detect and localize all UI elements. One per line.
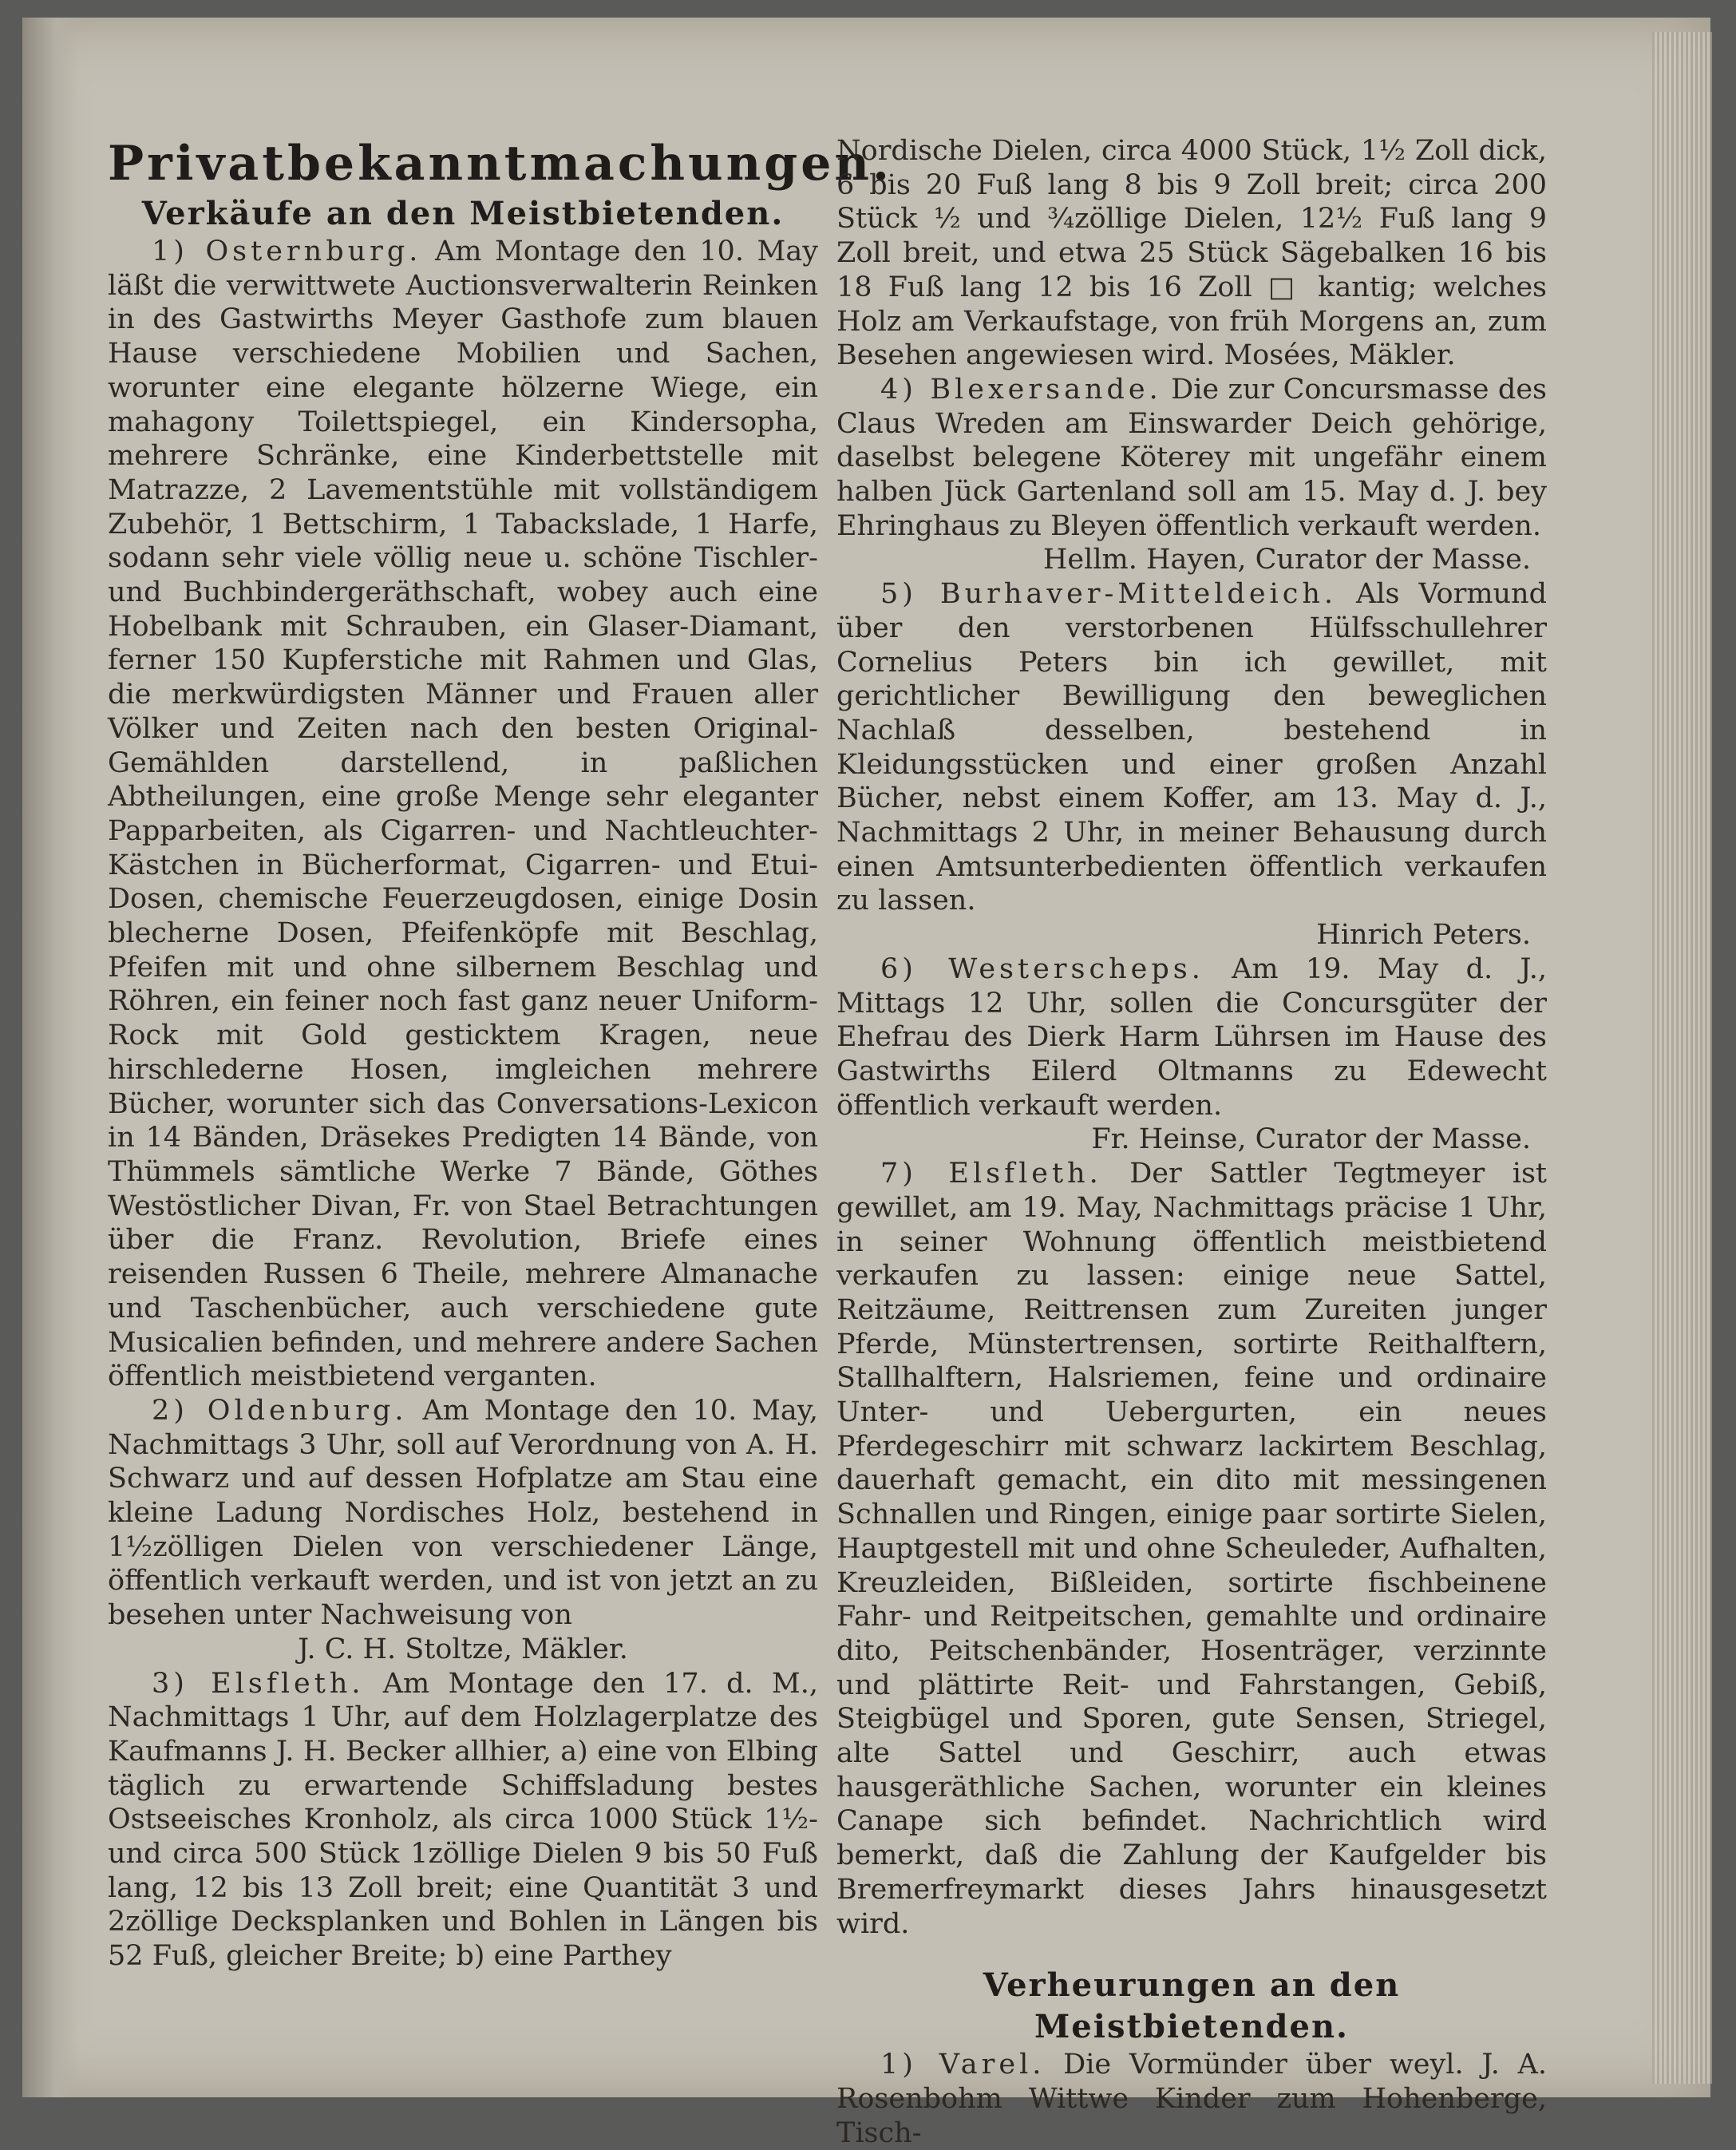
page-edge <box>1652 32 1712 2084</box>
notice-3-continued <box>836 134 1547 373</box>
notice-lead: 1) Osternburg. <box>152 236 422 267</box>
notice-lead: 3) Elsfleth. <box>152 1667 365 1700</box>
right-column <box>836 134 1547 2150</box>
notice-text: Die zur Concursmasse des Claus Wreden am Einswarder Deich gehörige, daselbst belegene Köterey mit ungefähr einem halben Jück Gartenland soll am 15. May d. J. bey Ehringhaus zu Bleyen öffentlich verkauft werden. <box>836 373 1547 542</box>
notice-1 <box>108 235 818 1394</box>
notice-7 <box>836 1157 1547 1941</box>
notice-2-signature: J. C. H. Stoltze, Mäkler. <box>298 1633 628 1665</box>
notice-5 <box>836 577 1547 918</box>
page-title: Privatbekanntmachungen. <box>108 136 892 192</box>
notice-6 <box>836 952 1547 1123</box>
notice-3 <box>108 1667 818 1974</box>
notice-lead: 2) Oldenburg. <box>152 1394 408 1427</box>
notice-text: Am Montage den 10. May, Nachmittags 3 Uhr, soll auf Verordnung von A. H. Schwarz und auf dessen Hofplatze am Stau eine kleine Ladung Nordisches Holz, bestehend in 1½zölligen Dielen von verschiedener Länge, öffentlich verkauft werden, und ist von jetzt an zu besehen unter Nachweisung von <box>108 1394 818 1632</box>
section-heading-sales: Verkäufe an den Meistbietenden. <box>141 195 785 232</box>
section-heading-leases: Verheurungen an den Meistbietenden. <box>983 1966 1401 2046</box>
notice-4 <box>836 373 1547 544</box>
lease-notice-1 <box>836 2048 1547 2150</box>
notice-text: Am 19. May d. J., Mittags 12 Uhr, sollen die Concursgüter der Ehefrau des Dierk Harm Lührsen im Hause des Gastwirths Eilerd Oltmanns zu Edewecht öffentlich verkauft werden. <box>836 952 1547 1122</box>
notice-6-signature: Fr. Heinse, Curator der Masse. <box>1091 1123 1531 1156</box>
notice-text: Am Montage den 17. d. M., Nachmittags 1 Uhr, auf dem Holzlagerplatze des Kaufmanns J. H. Becker allhier, a) eine von Elbing täglich zu erwartende Schiffsladung bestes Ostseeisches Kronholz, als circa 1000 Stück 1½- und circa 500 Stück 1zöllige Dielen 9 bis 50 Fuß lang, 12 bis 13 Zoll breit; eine Quantität 3 und 2zöllige Decksplanken und Bohlen in Längen bis 52 Fuß, gleicher Breite; b) eine Parthey <box>108 1667 818 1973</box>
notice-text: Am Montage den 10. May läßt die verwittwete Auctionsverwalterin Reinken in des Gastwirths Meyer Gasthofe zum blauen Hause verschiedene Mobilien und Sachen, worunter eine elegante hölzerne Wiege, ein mahagony Toilettspiegel, ein Kindersopha, mehrere Schränke, eine Kinderbettstelle mit Matrazze, 2 Lavementstühle mit vollständigem Zubehör, 1 Bettschirm, 1 Tabackslade, 1 Harfe, sodann sehr viele völlig neue u. schöne Tischler- und Buchbindergeräthschaft, wobey auch eine Hobelbank mit Schrauben, ein Glaser-Diamant, ferner 150 Kupferstiche mit Rahmen und Glas, die merkwürdigsten Männer und Frauen aller Völker und Zeiten nach den besten Original-Gemählden darstellend, in paßlichen Abtheilungen, eine große Menge sehr eleganter Papparbeiten, als Cigarren- und Nachtleuchter-Kästchen in Bücherformat, Cigarren- und Etui-Dosen, chemische Feuerzeugdosen, einige Dosin blecherne Dosen, Pfeifenköpfe mit Beschlag, Pfeifen mit und ohne silbernem Beschlag und Röhren, ein feiner noch fast ganz neuer Uniform-Rock mit Gold gesticktem Kragen, neue hirschlederne Hosen, imgleichen mehrere Bücher, worunter sich das Conversations-Lexicon in 14 Bänden, Dräsekes Predigten 14 Bände, von Thümmels sämtliche Werke 7 Bände, Göthes Westöstlicher Divan, Fr. von Stael Betrachtungen über die Franz. Revolution, Briefe eines reisenden Russen 6 Theile, mehrere Almanache und Taschenbücher, auch verschiedene gute Musicalien befinden, und mehrere andere Sachen öffentlich meistbietend verganten. <box>108 236 818 1393</box>
notice-4-signature: Hellm. Hayen, Curator der Masse. <box>1042 544 1531 576</box>
notice-lead: 1) Varel. <box>880 2049 1046 2081</box>
notice-5-signature: Hinrich Peters. <box>1316 919 1531 952</box>
notice-lead: 7) Elsfleth. <box>880 1158 1102 1190</box>
notice-text: Die Vormünder über weyl. J. A. Rosenbohm Wittwe Kinder zum Hohenberge, Tisch- <box>836 2049 1548 2149</box>
left-column <box>108 193 818 1974</box>
notice-lead: 6) Westerscheps. <box>880 952 1204 985</box>
notice-text: Als Vormund über den verstorbenen Hülfsschullehrer Cornelius Peters bin ich gewillet, mit gerichtlicher Bewilligung den beweglichen Nachlaß desselben, bestehend in Kleidungsstücken und einer großen Anzahl Bücher, nebst einem Koffer, am 13. May d. J., Nachmittags 2 Uhr, in meiner Behausung durch einen Amtsunterbedienten öffentlich verkaufen zu lassen. <box>836 578 1547 917</box>
notice-text: Nordische Dielen, circa 4000 Stück, 1½ Zoll dick, 6 bis 20 Fuß lang 8 bis 9 Zoll breit; circa 200 Stück ½ und ¾zöllige Dielen, 12½ Fuß lang 9 Zoll breit, und etwa 25 Stück Sägebalken 16 bis 18 Fuß lang 12 bis 16 Zoll □ kantig; welches Holz am Verkaufstage, von früh Morgens an, zum Besehen angewiesen wird. <box>836 135 1547 372</box>
notice-text: Der Sattler Tegtmeyer ist gewillet, am 19. May, Nachmittags präcise 1 Uhr, in seiner Wohnung öffentlich meistbietend verkaufen zu lassen: einige neue Sattel, Reitzäume, Reittrensen zum Zureiten junger Pferde, Münstertrensen, sortirte Reithalftern, Stallhalftern, Halsriemen, feine und ordinaire Unter- und Uebergurten, ein neues Pferdegeschirr mit schwarz lackirtem Beschlag, dauerhaft gemacht, ein dito mit messingenen Schnallen und Ringen, einige paar sortirte Sielen, Hauptgestell mit und ohne Scheuleder, Aufhalten, Kreuzleiden, Bißleiden, sortirte fischbeinene Fahr- und Reitpeitschen, gemahlte und ordinaire dito, Peitschenbänder, Hosenträger, verzinnte und plättirte Reit- und Fahrstangen, Gebiß, Steigbügel und Sporen, gute Sensen, Striegel, alte Sattel und Geschirr, auch etwas hausgeräthliche Sachen, worunter ein kleines Canape sich befindet. Nachrichtlich wird bemerkt, daß die Zahlung der Kaufgelder bis Bremerfreymarkt dieses Jahrs hinausgesetzt wird. <box>836 1158 1547 1940</box>
notice-lead: 5) Burhaver-Mitteldeich. <box>880 578 1338 611</box>
binding-spine <box>22 18 78 2097</box>
notice-3-signature: Mosées, Mäkler. <box>1224 339 1456 372</box>
notice-lead: 4) Blexersande. <box>880 373 1162 406</box>
notice-2 <box>108 1394 818 1633</box>
